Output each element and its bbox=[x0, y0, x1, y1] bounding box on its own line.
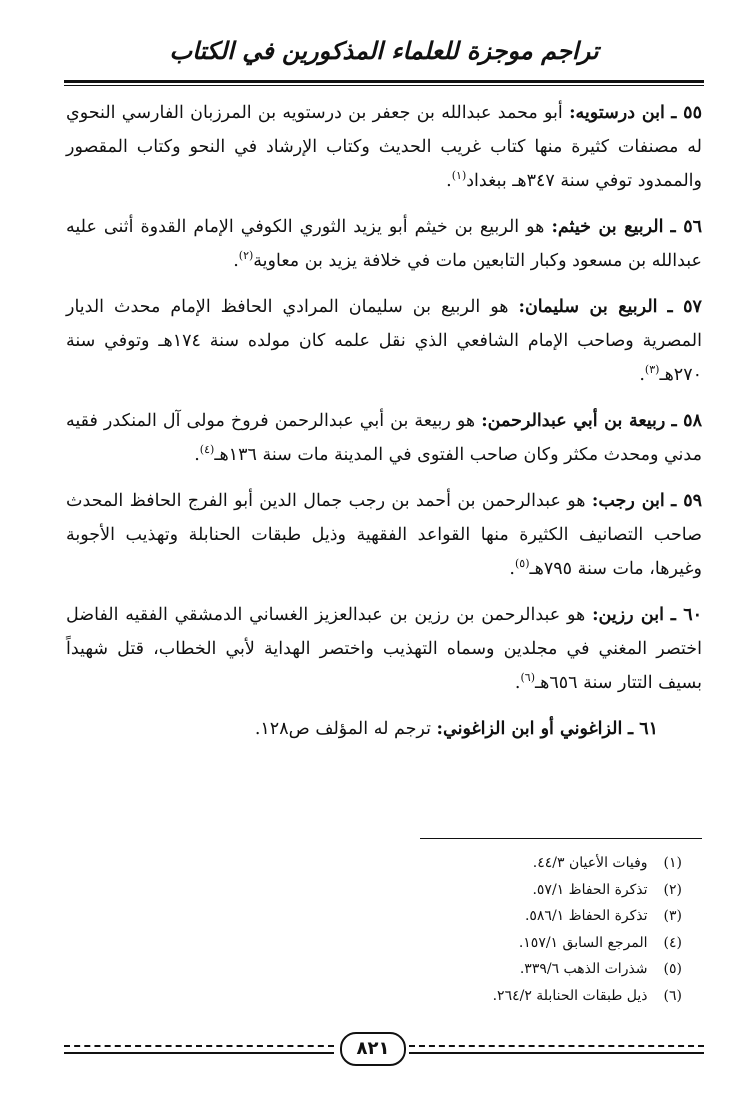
footnote bbox=[262, 850, 682, 877]
entry-text: هو عبدالرحمن بن رزين بن عبدالعزيز الغساني الدمشقي الفقيه الفاضل اختصر المغني في مجلدين وسماه التهذيب واختصر الهداية لأبي الخطاب، قتل شهيداً بسيف التتار سنة ٦٥٦هـ bbox=[66, 605, 702, 693]
entry-number: ٥٩ ـ bbox=[671, 491, 702, 511]
footnote-reference: (٤) bbox=[199, 443, 215, 457]
entry-number: ٦١ ـ bbox=[627, 719, 658, 739]
entry-text: هو عبدالرحمن بن أحمد بن رجب جمال الدين أبو الفرج الحافظ المحدث صاحب التصانيف الكثيرة منها القواعد الفقهية وذيل طبقات الحنابلة وتهذيب الأجوبة وغيرها، مات سنة ٧٩٥هـ bbox=[66, 491, 702, 579]
header-rule bbox=[64, 80, 704, 83]
footnote-separator bbox=[420, 838, 702, 839]
footnote-text: تذكرة الحفاظ ٥٨٦/١. bbox=[524, 908, 648, 924]
footnote-mark: (٥) bbox=[663, 961, 682, 977]
entry-number: ٥٥ ـ bbox=[671, 103, 702, 123]
running-header-title: تراجم موجزة للعلماء المذكورين في الكتاب bbox=[169, 36, 599, 65]
footnote-reference: (١) bbox=[451, 169, 467, 183]
biography-entry bbox=[66, 404, 702, 472]
entry-text: أبو محمد عبدالله بن جعفر بن درستويه بن المرزبان الفارسي النحوي له مصنفات كثيرة منها كتاب غريب الحديث وكتاب الإرشاد في النحو وكتاب المقصور والممدود توفي سنة ٣٤٧هـ ببغداد bbox=[66, 103, 702, 191]
footnote-mark: (٣) bbox=[663, 908, 682, 924]
entry-number: ٦٠ ـ bbox=[670, 605, 702, 625]
footnote bbox=[262, 956, 682, 983]
biography-entries bbox=[66, 96, 702, 758]
entry-number: ٥٧ ـ bbox=[667, 297, 702, 317]
footer-rule bbox=[64, 1052, 334, 1054]
biography-entry bbox=[66, 598, 702, 700]
biography-entry bbox=[66, 210, 702, 278]
footnote-reference: (٢) bbox=[238, 249, 254, 263]
footnotes bbox=[262, 850, 682, 1009]
biography-entry bbox=[66, 712, 702, 746]
footer-rule bbox=[409, 1052, 704, 1054]
entry-name: الزاغوني أو ابن الزاغوني: bbox=[436, 719, 623, 739]
entry-name: ابن رزين: bbox=[592, 605, 664, 625]
footnote-mark: (٦) bbox=[663, 987, 682, 1004]
footnote-text: وفيات الأعيان ٤٤/٣. bbox=[532, 855, 648, 871]
entry-end: . bbox=[639, 365, 645, 385]
entry-name: الربيع بن سليمان: bbox=[518, 297, 658, 317]
entry-text: ترجم له المؤلف ص١٢٨. bbox=[254, 719, 431, 739]
header-rule-thin bbox=[64, 85, 704, 86]
footnote-reference: (٥) bbox=[514, 557, 530, 571]
footnote-mark: (٢) bbox=[663, 881, 682, 898]
entry-end: . bbox=[446, 171, 452, 191]
entry-number: ٥٦ ـ bbox=[670, 217, 702, 237]
entry-name: الربيع بن خيثم: bbox=[551, 217, 664, 237]
footnote-reference: (٦) bbox=[520, 671, 535, 685]
entry-name: ابن رجب: bbox=[591, 491, 665, 511]
entry-end: . bbox=[194, 445, 200, 465]
page-footer bbox=[64, 1030, 704, 1070]
entry-number: ٥٨ ـ bbox=[671, 411, 702, 431]
entry-end: . bbox=[233, 251, 239, 271]
entry-end: . bbox=[514, 673, 521, 693]
footnote-reference: (٣) bbox=[644, 363, 660, 377]
entry-text: هو ربيعة بن أبي عبدالرحمن فروخ مولى آل المنكدر فقيه مدني ومحدث مكثر وكان صاحب الفتوى في المدينة مات سنة ١٣٦هـ bbox=[66, 411, 702, 465]
footnote-text: تذكرة الحفاظ ٥٧/١. bbox=[532, 881, 648, 898]
footer-dashed-rule bbox=[64, 1045, 334, 1047]
footnote-mark: (٤) bbox=[663, 934, 682, 951]
footnote-text: المرجع السابق ١٥٧/١. bbox=[518, 934, 648, 951]
footnote-text: ذيل طبقات الحنابلة ٢٦٤/٢. bbox=[492, 987, 648, 1004]
footnote-mark: (١) bbox=[663, 855, 682, 871]
entry-end: . bbox=[509, 559, 515, 579]
footnote bbox=[262, 930, 682, 957]
entry-text: هو الربيع بن سليمان المرادي الحافظ الإمام محدث الديار المصرية وصاحب الإمام الشافعي الذي نقل علمه كان مولده سنة ١٧٤هـ وتوفي سنة ٢٧٠هـ bbox=[66, 297, 702, 385]
page-number: ٨٢١ bbox=[340, 1032, 406, 1066]
biography-entry bbox=[66, 290, 702, 392]
footnote-text: شذرات الذهب ٣٣٩/٦. bbox=[519, 961, 648, 977]
footnote bbox=[262, 983, 682, 1010]
footer-dashed-rule bbox=[409, 1045, 704, 1047]
biography-entry bbox=[66, 96, 702, 198]
entry-name: ابن درستويه: bbox=[569, 103, 665, 123]
entry-text: هو الربيع بن خيثم أبو يزيد الثوري الكوفي الإمام القدوة أثنى عليه عبدالله بن مسعود وكبار التابعين مات في خلافة يزيد بن معاوية bbox=[66, 217, 702, 271]
footnote bbox=[262, 877, 682, 904]
entry-name: ربيعة بن أبي عبدالرحمن: bbox=[481, 411, 666, 431]
biography-entry bbox=[66, 484, 702, 586]
footnote bbox=[262, 903, 682, 930]
